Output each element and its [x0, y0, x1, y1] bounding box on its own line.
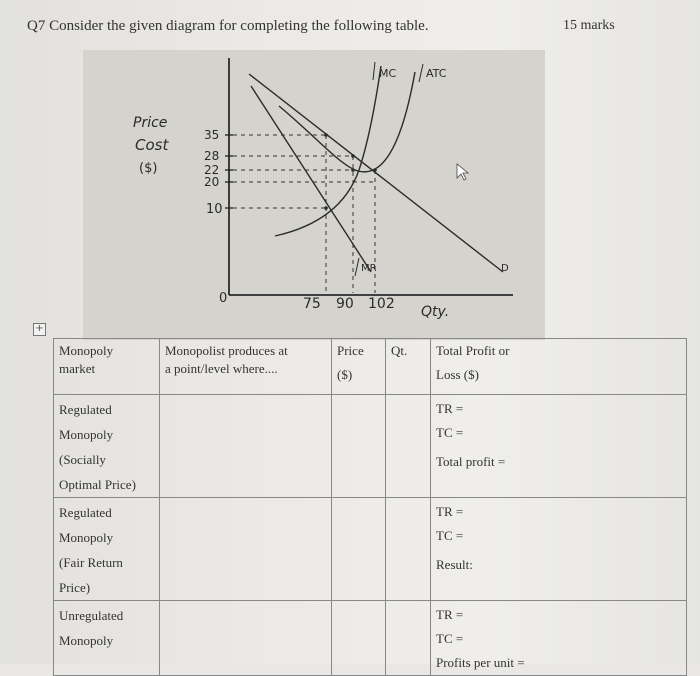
y-axis-label-unit: ($) [139, 161, 158, 176]
cell-produces-input[interactable] [160, 395, 332, 498]
cell-price-input[interactable] [332, 395, 386, 498]
x-tick-102: 102 [368, 296, 395, 312]
diagram-svg [83, 50, 545, 340]
header-produces: Monopolist produces at a point/level where.... [160, 339, 332, 395]
cell-profit-input[interactable]: TR = TC = Result: [431, 498, 687, 601]
y-axis-label-price: Price [133, 115, 168, 131]
table-header-row [54, 339, 687, 395]
x-tick-90: 90 [336, 296, 354, 312]
mc-label: MC [379, 67, 397, 80]
mr-curve [251, 86, 371, 272]
table-expand-icon[interactable]: + [33, 323, 46, 336]
table-row [54, 498, 687, 601]
x-axis-label: Qty. [421, 304, 450, 320]
header-market: Monopoly market [54, 339, 160, 395]
cell-qty-input[interactable] [386, 601, 431, 676]
atc-curve [279, 72, 415, 172]
row-label-socially-optimal: Regulated Monopoly (Socially Optimal Price) [54, 395, 160, 498]
d-label: D [501, 263, 509, 274]
y-axis-label-cost: Cost [135, 136, 169, 154]
question-title: Q7 Consider the given diagram for completing the following table. [27, 18, 429, 34]
answer-table [53, 338, 687, 676]
cell-profit-input[interactable]: TR = TC = Profits per unit = [431, 601, 687, 676]
y-tick-22: 22 [204, 163, 220, 177]
row-label-fair-return: Regulated Monopoly (Fair Return Price) [54, 498, 160, 601]
header-profit: Total Profit or Loss ($) [431, 339, 687, 395]
cell-price-input[interactable] [332, 498, 386, 601]
y-tick-35: 35 [204, 128, 220, 142]
y-tick-10: 10 [206, 202, 223, 217]
x-tick-75: 75 [303, 296, 321, 312]
header-qty: Qt. [386, 339, 431, 395]
cell-qty-input[interactable] [386, 395, 431, 498]
question-marks: 15 marks [563, 18, 615, 33]
origin-label: 0 [219, 291, 228, 306]
atc-label: ATC [426, 67, 447, 80]
cell-profit-input[interactable]: TR = TC = Total profit = [431, 395, 687, 498]
mr-label: MR [361, 263, 377, 274]
dashed-guides [233, 135, 375, 293]
cell-produces-input[interactable] [160, 601, 332, 676]
y-tick-20: 20 [204, 175, 220, 189]
cell-produces-input[interactable] [160, 498, 332, 601]
cell-price-input[interactable] [332, 601, 386, 676]
table-row [54, 395, 687, 498]
cell-qty-input[interactable] [386, 498, 431, 601]
cursor-icon [457, 164, 468, 180]
table-row [54, 601, 687, 676]
row-label-unregulated: Unregulated Monopoly [54, 601, 160, 676]
y-tick-28: 28 [204, 149, 220, 163]
monopoly-diagram [83, 50, 545, 340]
header-price: Price ($) [332, 339, 386, 395]
